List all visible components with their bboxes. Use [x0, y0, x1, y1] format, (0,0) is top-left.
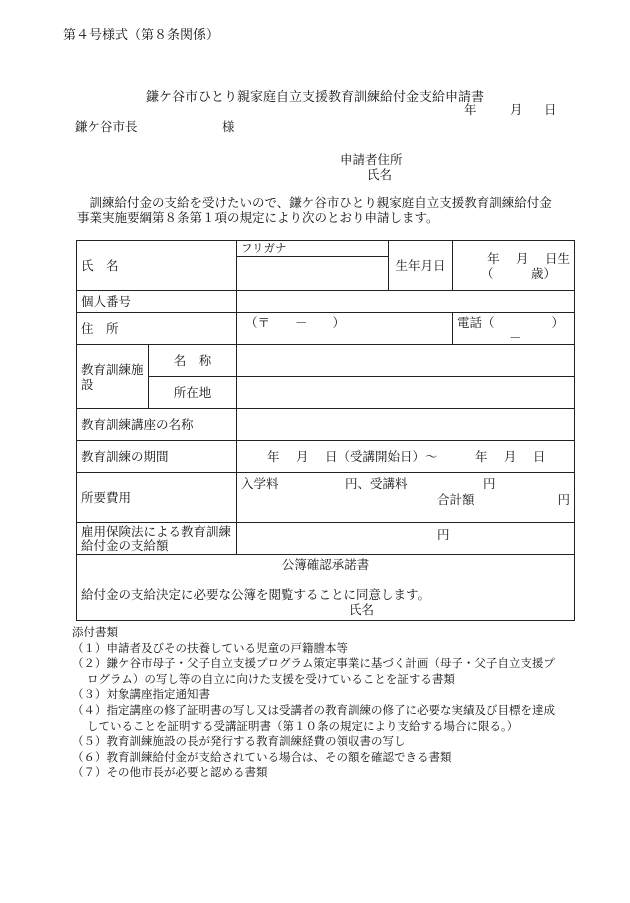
employment-benefit-unit: 円	[437, 527, 450, 542]
consent-title: 公簿確認承諾書	[281, 557, 370, 572]
course-name-label: 教育訓練講座の名称	[77, 409, 237, 441]
attachments-list	[72, 625, 555, 781]
address-label: 住 所	[77, 313, 237, 345]
attachment-item-continued: していることを証明する受講証明書（第１０条の規定により支給する場合に限る。）	[87, 718, 519, 733]
attachment-item: （７）その他市長が必要と認める書類	[72, 765, 268, 780]
phone-field[interactable]	[453, 313, 575, 345]
individual-number-label: 個人番号	[77, 291, 237, 313]
tuition-unit: 円	[483, 476, 496, 491]
cost-field[interactable]	[237, 473, 575, 523]
year-label: 年	[464, 102, 477, 117]
phone-close: ）	[551, 315, 565, 330]
birth-date-label: 生年月日	[389, 241, 453, 291]
attachment-item: （３）対象講座指定通知書	[72, 687, 210, 702]
consent-name-label[interactable]: 氏名	[349, 602, 375, 617]
name-label: 氏 名	[77, 241, 237, 291]
furigana-label: フリガナ	[237, 241, 389, 257]
postal-code: （〒 － ）	[245, 315, 346, 330]
phone-label: 電話（	[457, 315, 495, 330]
attachment-item: （５）教育訓練施設の長が発行する教育訓練経費の領収書の写し	[72, 734, 406, 749]
form-number: 第４号様式（第８条関係）	[63, 28, 220, 43]
attachment-item-continued: ログラム）の写し等の自立に向けた支援を受けていることを証する書類	[87, 671, 455, 686]
employment-benefit-field[interactable]	[237, 523, 575, 555]
consent-text: 給付金の支給決定に必要な公簿を閲覧することに同意します。	[81, 587, 431, 602]
attachment-item: （１）申請者及びその扶養している児童の戸籍謄本等	[72, 640, 348, 655]
period-label: 教育訓練の期間	[77, 441, 237, 473]
facility-label: 教育訓練施設	[77, 345, 149, 409]
attachments-heading: 添付書類	[72, 625, 118, 639]
entrance-fee-label: 入学料	[241, 476, 279, 491]
attachment-item: （６）教育訓練給付金が支給されている場合は、その額を確認できる書類	[72, 749, 452, 764]
total-label: 合計額	[437, 492, 475, 507]
individual-number-field[interactable]	[237, 291, 575, 313]
period-field[interactable]	[237, 441, 575, 473]
facility-name-field[interactable]	[237, 345, 575, 377]
birth-date-value: 年 月 日生	[487, 250, 571, 266]
period-value: 年 月 日（受講開始日）～ 年 月 日	[267, 449, 546, 464]
month-label: 月	[510, 102, 523, 117]
cost-label: 所要費用	[77, 473, 237, 523]
birth-date-field[interactable]	[453, 241, 575, 291]
application-form-table	[76, 240, 575, 621]
facility-name-label: 名 称	[149, 345, 237, 377]
entrance-fee-unit: 円、受講料	[345, 476, 408, 491]
applicant-address-label: 申請者住所	[340, 152, 403, 167]
addressee-suffix: 様	[222, 119, 235, 134]
addressee	[75, 117, 235, 135]
course-name-field[interactable]	[237, 409, 575, 441]
applicant-name-label: 氏名	[367, 167, 393, 182]
addressee-name: 鎌ケ谷市長	[75, 119, 138, 134]
address-field[interactable]	[237, 313, 453, 345]
document-title: 鎌ケ谷市ひとり親家庭自立支援教育訓練給付金支給申請書	[145, 90, 484, 105]
intro-paragraph: 訓練給付金の支給を受けたいので、鎌ケ谷市ひとり親家庭自立支援教育訓練給付金事業実施要綱第８条第１項の規定により次のとおり申請します。	[77, 195, 552, 225]
consent-section	[77, 555, 575, 621]
attachment-item: （４）指定講座の修了証明書の写し又は受講者の教育訓練の修了に必要な実績及び目標を達成	[72, 702, 555, 717]
total-unit: 円	[557, 492, 571, 507]
day-label: 日	[544, 102, 557, 117]
age-value: （ 歳）	[481, 265, 557, 281]
name-field[interactable]	[237, 257, 389, 291]
attachment-item: （２）鎌ケ谷市母子・父子自立支援プログラム策定事業に基づく計画（母子・父子自立支援プ	[72, 656, 555, 671]
phone-dash: －	[509, 330, 522, 345]
facility-location-label: 所在地	[149, 377, 237, 409]
facility-location-field[interactable]	[237, 377, 575, 409]
employment-benefit-label: 雇用保険法による教育訓練給付金の支給額	[77, 523, 237, 555]
